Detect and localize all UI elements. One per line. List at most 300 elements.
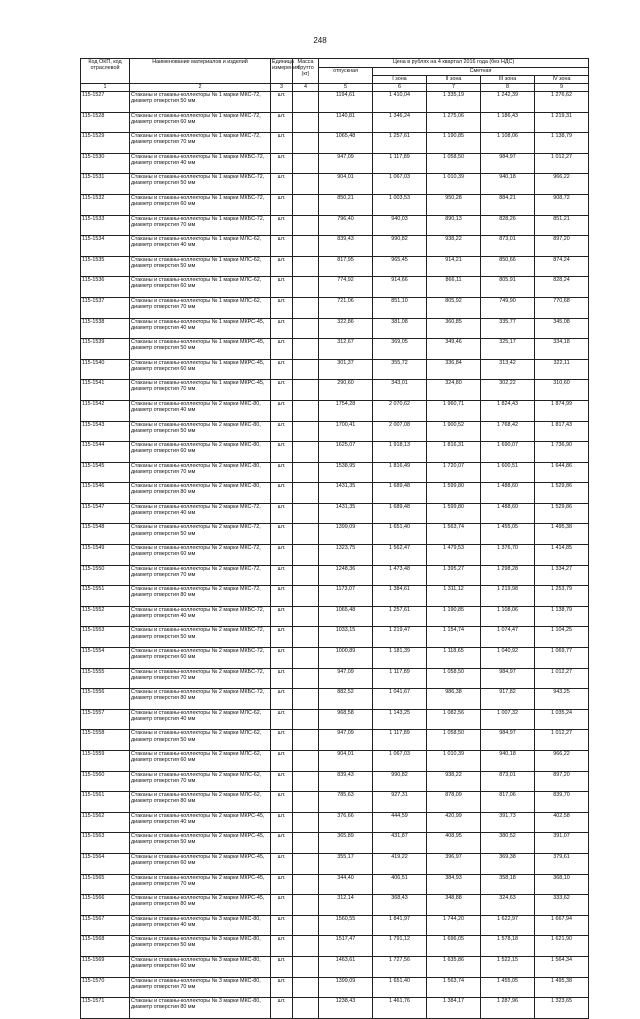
- zone-4-price-cell: 391,07: [535, 833, 589, 854]
- table-body: [81, 92, 589, 1019]
- zone-2-price-cell: 349,46: [427, 339, 481, 360]
- zone-4-price-cell: 310,60: [535, 380, 589, 401]
- table-row: [81, 503, 589, 524]
- mass-cell: [293, 421, 319, 442]
- table-row: [81, 421, 589, 442]
- code-cell: 115-1566: [81, 895, 130, 916]
- unit-cell: шт.: [271, 771, 293, 792]
- table-row: [81, 174, 589, 195]
- code-cell: 115-1528: [81, 112, 130, 133]
- name-cell: Стаканы и стаканы-коллекторы № 1 марки МКС-72, диаметр отверстия 60 мм: [130, 112, 271, 133]
- zone-3-price-cell: 302,22: [481, 380, 535, 401]
- zone-3-price-cell: 1 768,42: [481, 421, 535, 442]
- name-cell: Стаканы и стаканы-коллекторы № 2 марки МКС-80, диаметр отверстия 50 мм: [130, 421, 271, 442]
- zone-4-price-cell: 1 564,34: [535, 956, 589, 977]
- zone-2-price-cell: 1 082,56: [427, 709, 481, 730]
- zone-3-price-cell: 1 488,60: [481, 483, 535, 504]
- zone-3-price-cell: 1 007,32: [481, 709, 535, 730]
- zone-2-price-cell: 1 190,85: [427, 133, 481, 154]
- name-cell: Стаканы и стаканы-коллекторы № 2 марки МКРС-45, диаметр отверстия 80 мм: [130, 895, 271, 916]
- mass-cell: [293, 174, 319, 195]
- zone-4-price-cell: 908,72: [535, 194, 589, 215]
- unit-cell: шт.: [271, 112, 293, 133]
- zone-1-price-cell: 1 791,12: [373, 936, 427, 957]
- zone-1-price-cell: 1 651,40: [373, 977, 427, 998]
- zone-1-price-cell: 1 816,49: [373, 462, 427, 483]
- zone-4-price-cell: 1 667,94: [535, 915, 589, 936]
- zone-1-price-cell: 381,08: [373, 318, 427, 339]
- zone-4-price-cell: 322,11: [535, 359, 589, 380]
- code-cell: 115-1541: [81, 380, 130, 401]
- zone-4-price-cell: 943,25: [535, 689, 589, 710]
- table-row: [81, 977, 589, 998]
- zone-2-price-cell: 360,85: [427, 318, 481, 339]
- zone-2-price-cell: 1 744,20: [427, 915, 481, 936]
- name-cell: Стаканы и стаканы-коллекторы № 1 марки МКРС-45, диаметр отверстия 40 мм: [130, 318, 271, 339]
- mass-cell: [293, 277, 319, 298]
- zone-3-price-cell: 358,18: [481, 874, 535, 895]
- zone-3-price-cell: 850,66: [481, 256, 535, 277]
- zone-1-price-cell: 1 067,03: [373, 174, 427, 195]
- zone-2-price-cell: 1 563,74: [427, 524, 481, 545]
- zone-3-price-cell: 1 578,18: [481, 936, 535, 957]
- name-cell: Стаканы и стаканы-коллекторы № 2 марки МКБС-72, диаметр отверстия 80 мм: [130, 689, 271, 710]
- zone-3-price-cell: 873,01: [481, 771, 535, 792]
- code-cell: 115-1538: [81, 318, 130, 339]
- release-price-cell: 721,06: [319, 297, 373, 318]
- name-cell: Стаканы и стаканы-коллекторы № 2 марки МКРС-45, диаметр отверстия 50 мм: [130, 833, 271, 854]
- release-price-cell: 1065,48: [319, 606, 373, 627]
- unit-cell: шт.: [271, 853, 293, 874]
- mass-cell: [293, 730, 319, 751]
- unit-cell: шт.: [271, 215, 293, 236]
- release-price-cell: 355,17: [319, 853, 373, 874]
- zone-1-price-cell: 2 007,08: [373, 421, 427, 442]
- name-cell: Стаканы и стаканы-коллекторы № 3 марки МКС-80, диаметр отверстия 60 мм: [130, 956, 271, 977]
- code-cell: 115-1533: [81, 215, 130, 236]
- name-cell: Стаканы и стаканы-коллекторы № 1 марки МКС-72, диаметр отверстия 50 мм: [130, 92, 271, 113]
- zone-1-price-cell: 1 473,48: [373, 565, 427, 586]
- release-price-cell: 1399,09: [319, 524, 373, 545]
- code-cell: 115-1570: [81, 977, 130, 998]
- table-row: [81, 853, 589, 874]
- zone-4-price-cell: 1 736,90: [535, 442, 589, 463]
- table-row: [81, 297, 589, 318]
- table-row: [81, 895, 589, 916]
- zone-4-price-cell: 966,22: [535, 751, 589, 772]
- zone-4-price-cell: 1 138,79: [535, 606, 589, 627]
- mass-cell: [293, 483, 319, 504]
- mass-cell: [293, 503, 319, 524]
- zone-2-price-cell: 396,97: [427, 853, 481, 874]
- header-mass: Масса брутто (кг): [293, 59, 319, 84]
- column-number: 9: [535, 84, 589, 92]
- table-row: [81, 792, 589, 813]
- table-row: [81, 956, 589, 977]
- zone-4-price-cell: 1 012,27: [535, 153, 589, 174]
- code-cell: 115-1545: [81, 462, 130, 483]
- zone-4-price-cell: 770,68: [535, 297, 589, 318]
- name-cell: Стаканы и стаканы-коллекторы № 1 марки МЛС-62, диаметр отверстия 60 мм: [130, 277, 271, 298]
- code-cell: 115-1554: [81, 648, 130, 669]
- mass-cell: [293, 545, 319, 566]
- code-cell: 115-1532: [81, 194, 130, 215]
- release-price-cell: 968,58: [319, 709, 373, 730]
- unit-cell: шт.: [271, 339, 293, 360]
- unit-cell: шт.: [271, 236, 293, 257]
- code-cell: 115-1571: [81, 998, 130, 1019]
- mass-cell: [293, 194, 319, 215]
- release-price-cell: 839,43: [319, 771, 373, 792]
- mass-cell: [293, 751, 319, 772]
- code-cell: 115-1562: [81, 812, 130, 833]
- mass-cell: [293, 627, 319, 648]
- column-number: 7: [427, 84, 481, 92]
- unit-cell: шт.: [271, 483, 293, 504]
- name-cell: Стаканы и стаканы-коллекторы № 2 марки МКС-80, диаметр отверстия 40 мм: [130, 400, 271, 421]
- mass-cell: [293, 792, 319, 813]
- mass-cell: [293, 339, 319, 360]
- zone-1-price-cell: 419,22: [373, 853, 427, 874]
- release-price-cell: 312,67: [319, 339, 373, 360]
- mass-cell: [293, 915, 319, 936]
- unit-cell: шт.: [271, 380, 293, 401]
- release-price-cell: 774,92: [319, 277, 373, 298]
- unit-cell: шт.: [271, 174, 293, 195]
- column-number: 6: [373, 84, 427, 92]
- zone-4-price-cell: 334,18: [535, 339, 589, 360]
- zone-3-price-cell: 1 522,15: [481, 956, 535, 977]
- zone-3-price-cell: 805,91: [481, 277, 535, 298]
- zone-3-price-cell: 940,18: [481, 751, 535, 772]
- release-price-cell: 882,52: [319, 689, 373, 710]
- name-cell: Стаканы и стаканы-коллекторы № 2 марки МЛС-62, диаметр отверстия 80 мм: [130, 792, 271, 813]
- name-cell: Стаканы и стаканы-коллекторы № 1 марки МКБС-72, диаметр отверстия 60 мм: [130, 194, 271, 215]
- zone-1-price-cell: 1 257,61: [373, 606, 427, 627]
- zone-1-price-cell: 940,03: [373, 215, 427, 236]
- release-price-cell: 947,09: [319, 153, 373, 174]
- column-number: 4: [293, 84, 319, 92]
- unit-cell: шт.: [271, 792, 293, 813]
- table-row: [81, 812, 589, 833]
- zone-4-price-cell: 379,61: [535, 853, 589, 874]
- zone-3-price-cell: 884,21: [481, 194, 535, 215]
- zone-1-price-cell: 431,87: [373, 833, 427, 854]
- zone-3-price-cell: 380,52: [481, 833, 535, 854]
- table-row: [81, 400, 589, 421]
- release-price-cell: 1065,48: [319, 133, 373, 154]
- zone-2-price-cell: 890,13: [427, 215, 481, 236]
- zone-4-price-cell: 333,62: [535, 895, 589, 916]
- table-row: [81, 668, 589, 689]
- code-cell: 115-1552: [81, 606, 130, 627]
- table-row: [81, 215, 589, 236]
- zone-1-price-cell: 927,31: [373, 792, 427, 813]
- table-row: [81, 339, 589, 360]
- table-row: [81, 606, 589, 627]
- code-cell: 115-1557: [81, 709, 130, 730]
- name-cell: Стаканы и стаканы-коллекторы № 1 марки МЛС-62, диаметр отверстия 50 мм: [130, 256, 271, 277]
- zone-2-price-cell: 1 311,12: [427, 586, 481, 607]
- name-cell: Стаканы и стаканы-коллекторы № 1 марки МКРС-45, диаметр отверстия 60 мм: [130, 359, 271, 380]
- mass-cell: [293, 153, 319, 174]
- release-price-cell: 1194,61: [319, 92, 373, 113]
- table-row: [81, 153, 589, 174]
- header-zone-2: II зона: [427, 76, 481, 84]
- zone-3-price-cell: 1 287,96: [481, 998, 535, 1019]
- name-cell: Стаканы и стаканы-коллекторы № 1 марки МЛС-62, диаметр отверстия 40 мм: [130, 236, 271, 257]
- zone-2-price-cell: 1 058,50: [427, 153, 481, 174]
- unit-cell: шт.: [271, 565, 293, 586]
- zone-4-price-cell: 1 138,79: [535, 133, 589, 154]
- code-cell: 115-1556: [81, 689, 130, 710]
- zone-2-price-cell: 1 058,50: [427, 730, 481, 751]
- mass-cell: [293, 895, 319, 916]
- mass-cell: [293, 689, 319, 710]
- header-unit: Единица измерения: [271, 59, 293, 84]
- unit-cell: шт.: [271, 462, 293, 483]
- zone-3-price-cell: 1 600,51: [481, 462, 535, 483]
- zone-2-price-cell: 1 635,86: [427, 956, 481, 977]
- table-row: [81, 915, 589, 936]
- column-number: 2: [130, 84, 271, 92]
- column-number: 1: [81, 84, 130, 92]
- zone-3-price-cell: 1 186,43: [481, 112, 535, 133]
- mass-cell: [293, 812, 319, 833]
- zone-3-price-cell: 1 040,92: [481, 648, 535, 669]
- release-price-cell: 1238,43: [319, 998, 373, 1019]
- unit-cell: шт.: [271, 998, 293, 1019]
- release-price-cell: 1560,55: [319, 915, 373, 936]
- column-number: 5: [319, 84, 373, 92]
- code-cell: 115-1548: [81, 524, 130, 545]
- code-cell: 115-1553: [81, 627, 130, 648]
- unit-cell: шт.: [271, 318, 293, 339]
- table-row: [81, 92, 589, 113]
- header-zone-3: III зона: [481, 76, 535, 84]
- zone-2-price-cell: 324,80: [427, 380, 481, 401]
- zone-3-price-cell: 940,18: [481, 174, 535, 195]
- name-cell: Стаканы и стаканы-коллекторы № 2 марки МКБС-72, диаметр отверстия 40 мм: [130, 606, 271, 627]
- name-cell: Стаканы и стаканы-коллекторы № 2 марки МКС-72, диаметр отверстия 50 мм: [130, 524, 271, 545]
- zone-4-price-cell: 1 253,79: [535, 586, 589, 607]
- code-cell: 115-1565: [81, 874, 130, 895]
- unit-cell: шт.: [271, 92, 293, 113]
- code-cell: 115-1527: [81, 92, 130, 113]
- zone-4-price-cell: 402,58: [535, 812, 589, 833]
- unit-cell: шт.: [271, 895, 293, 916]
- table-row: [81, 524, 589, 545]
- release-price-cell: 1625,07: [319, 442, 373, 463]
- zone-1-price-cell: 1 117,89: [373, 153, 427, 174]
- zone-2-price-cell: 805,92: [427, 297, 481, 318]
- zone-4-price-cell: 1 621,90: [535, 936, 589, 957]
- header-price-group: Цена в рублях на 4 квартал 2016 года (без НДС): [319, 59, 589, 68]
- zone-2-price-cell: 336,84: [427, 359, 481, 380]
- table-row: [81, 730, 589, 751]
- code-cell: 115-1559: [81, 751, 130, 772]
- mass-cell: [293, 442, 319, 463]
- table-row: [81, 359, 589, 380]
- code-cell: 115-1568: [81, 936, 130, 957]
- mass-cell: [293, 833, 319, 854]
- table-row: [81, 586, 589, 607]
- header-zone-1: I зона: [373, 76, 427, 84]
- zone-2-price-cell: 1 190,85: [427, 606, 481, 627]
- zone-4-price-cell: 1 069,77: [535, 648, 589, 669]
- release-price-cell: 785,63: [319, 792, 373, 813]
- zone-2-price-cell: 1 384,17: [427, 998, 481, 1019]
- zone-3-price-cell: 1 690,07: [481, 442, 535, 463]
- zone-1-price-cell: 1 219,47: [373, 627, 427, 648]
- zone-4-price-cell: 1 012,27: [535, 730, 589, 751]
- zone-2-price-cell: 384,93: [427, 874, 481, 895]
- zone-3-price-cell: 324,63: [481, 895, 535, 916]
- zone-4-price-cell: 1 495,38: [535, 977, 589, 998]
- table-row: [81, 545, 589, 566]
- page-number: 248: [313, 36, 327, 45]
- name-cell: Стаканы и стаканы-коллекторы № 2 марки МКС-72, диаметр отверстия 80 мм: [130, 586, 271, 607]
- name-cell: Стаканы и стаканы-коллекторы № 3 марки МКС-80, диаметр отверстия 80 мм: [130, 998, 271, 1019]
- code-cell: 115-1546: [81, 483, 130, 504]
- zone-3-price-cell: 1 219,98: [481, 586, 535, 607]
- zone-3-price-cell: 1 298,28: [481, 565, 535, 586]
- mass-cell: [293, 565, 319, 586]
- zone-2-price-cell: 1 599,80: [427, 483, 481, 504]
- name-cell: Стаканы и стаканы-коллекторы № 2 марки МЛС-62, диаметр отверстия 50 мм: [130, 730, 271, 751]
- unit-cell: шт.: [271, 359, 293, 380]
- name-cell: Стаканы и стаканы-коллекторы № 2 марки МКС-80, диаметр отверстия 60 мм: [130, 442, 271, 463]
- code-cell: 115-1550: [81, 565, 130, 586]
- header-estimate-group: Сметная: [373, 68, 589, 76]
- name-cell: Стаканы и стаканы-коллекторы № 1 марки МКРС-45, диаметр отверстия 50 мм: [130, 339, 271, 360]
- zone-1-price-cell: 444,59: [373, 812, 427, 833]
- unit-cell: шт.: [271, 977, 293, 998]
- zone-4-price-cell: 345,08: [535, 318, 589, 339]
- zone-2-price-cell: 408,95: [427, 833, 481, 854]
- release-price-cell: 1033,15: [319, 627, 373, 648]
- zone-2-price-cell: 1 335,19: [427, 92, 481, 113]
- zone-2-price-cell: 1 275,06: [427, 112, 481, 133]
- zone-3-price-cell: 1 455,05: [481, 977, 535, 998]
- header-zone-4: IV зона: [535, 76, 589, 84]
- unit-cell: шт.: [271, 874, 293, 895]
- zone-4-price-cell: 1 276,62: [535, 92, 589, 113]
- zone-4-price-cell: 1 012,27: [535, 668, 589, 689]
- zone-3-price-cell: 873,01: [481, 236, 535, 257]
- code-cell: 115-1569: [81, 956, 130, 977]
- release-price-cell: 312,14: [319, 895, 373, 916]
- zone-1-price-cell: 1 727,56: [373, 956, 427, 977]
- name-cell: Стаканы и стаканы-коллекторы № 1 марки МКБС-72, диаметр отверстия 40 мм: [130, 153, 271, 174]
- mass-cell: [293, 977, 319, 998]
- table-row: [81, 689, 589, 710]
- zone-1-price-cell: 990,82: [373, 771, 427, 792]
- unit-cell: шт.: [271, 503, 293, 524]
- zone-2-price-cell: 1 479,53: [427, 545, 481, 566]
- code-cell: 115-1544: [81, 442, 130, 463]
- code-cell: 115-1530: [81, 153, 130, 174]
- zone-3-price-cell: 1 074,47: [481, 627, 535, 648]
- zone-1-price-cell: 1 651,40: [373, 524, 427, 545]
- zone-4-price-cell: 828,24: [535, 277, 589, 298]
- name-cell: Стаканы и стаканы-коллекторы № 1 марки МЛС-62, диаметр отверстия 70 мм: [130, 297, 271, 318]
- code-cell: 115-1540: [81, 359, 130, 380]
- mass-cell: [293, 956, 319, 977]
- zone-1-price-cell: 355,72: [373, 359, 427, 380]
- zone-2-price-cell: 1 816,31: [427, 442, 481, 463]
- zone-2-price-cell: 938,22: [427, 236, 481, 257]
- mass-cell: [293, 112, 319, 133]
- zone-3-price-cell: 1 108,06: [481, 606, 535, 627]
- unit-cell: шт.: [271, 668, 293, 689]
- name-cell: Стаканы и стаканы-коллекторы № 2 марки МКРС-45, диаметр отверстия 60 мм: [130, 853, 271, 874]
- mass-cell: [293, 874, 319, 895]
- zone-4-price-cell: 1 104,25: [535, 627, 589, 648]
- zone-1-price-cell: 343,01: [373, 380, 427, 401]
- unit-cell: шт.: [271, 133, 293, 154]
- zone-3-price-cell: 1 455,05: [481, 524, 535, 545]
- release-price-cell: 839,43: [319, 236, 373, 257]
- unit-cell: шт.: [271, 606, 293, 627]
- release-price-cell: 1000,89: [319, 648, 373, 669]
- mass-cell: [293, 380, 319, 401]
- code-cell: 115-1561: [81, 792, 130, 813]
- release-price-cell: 817,95: [319, 256, 373, 277]
- mass-cell: [293, 236, 319, 257]
- release-price-cell: 1248,36: [319, 565, 373, 586]
- zone-4-price-cell: 1 219,31: [535, 112, 589, 133]
- zone-2-price-cell: 950,28: [427, 194, 481, 215]
- zone-4-price-cell: 897,20: [535, 236, 589, 257]
- zone-3-price-cell: 984,97: [481, 730, 535, 751]
- zone-1-price-cell: 965,45: [373, 256, 427, 277]
- table-row: [81, 442, 589, 463]
- mass-cell: [293, 936, 319, 957]
- name-cell: Стаканы и стаканы-коллекторы № 2 марки МКС-80, диаметр отверстия 70 мм: [130, 462, 271, 483]
- mass-cell: [293, 771, 319, 792]
- name-cell: Стаканы и стаканы-коллекторы № 2 марки МКБС-72, диаметр отверстия 50 мм: [130, 627, 271, 648]
- unit-cell: шт.: [271, 421, 293, 442]
- name-cell: Стаканы и стаканы-коллекторы № 2 марки МКБС-72, диаметр отверстия 70 мм: [130, 668, 271, 689]
- zone-3-price-cell: 1 108,06: [481, 133, 535, 154]
- table-row: [81, 194, 589, 215]
- zone-4-price-cell: 1 323,65: [535, 998, 589, 1019]
- zone-1-price-cell: 406,51: [373, 874, 427, 895]
- zone-2-price-cell: 938,22: [427, 771, 481, 792]
- zone-1-price-cell: 1 461,76: [373, 998, 427, 1019]
- zone-1-price-cell: 368,43: [373, 895, 427, 916]
- zone-3-price-cell: 917,82: [481, 689, 535, 710]
- name-cell: Стаканы и стаканы-коллекторы № 2 марки МКРС-45, диаметр отверстия 40 мм: [130, 812, 271, 833]
- zone-1-price-cell: 1 067,03: [373, 751, 427, 772]
- zone-1-price-cell: 1 689,48: [373, 503, 427, 524]
- mass-cell: [293, 297, 319, 318]
- unit-cell: шт.: [271, 812, 293, 833]
- name-cell: Стаканы и стаканы-коллекторы № 3 марки МКС-80, диаметр отверстия 50 мм: [130, 936, 271, 957]
- zone-4-price-cell: 368,10: [535, 874, 589, 895]
- release-price-cell: 796,40: [319, 215, 373, 236]
- unit-cell: шт.: [271, 442, 293, 463]
- name-cell: Стаканы и стаканы-коллекторы № 2 марки МКС-72, диаметр отверстия 60 мм: [130, 545, 271, 566]
- zone-2-price-cell: 878,09: [427, 792, 481, 813]
- table-row: [81, 751, 589, 772]
- zone-1-price-cell: 369,05: [373, 339, 427, 360]
- zone-3-price-cell: 828,26: [481, 215, 535, 236]
- zone-2-price-cell: 1 010,39: [427, 174, 481, 195]
- release-price-cell: 1517,47: [319, 936, 373, 957]
- mass-cell: [293, 462, 319, 483]
